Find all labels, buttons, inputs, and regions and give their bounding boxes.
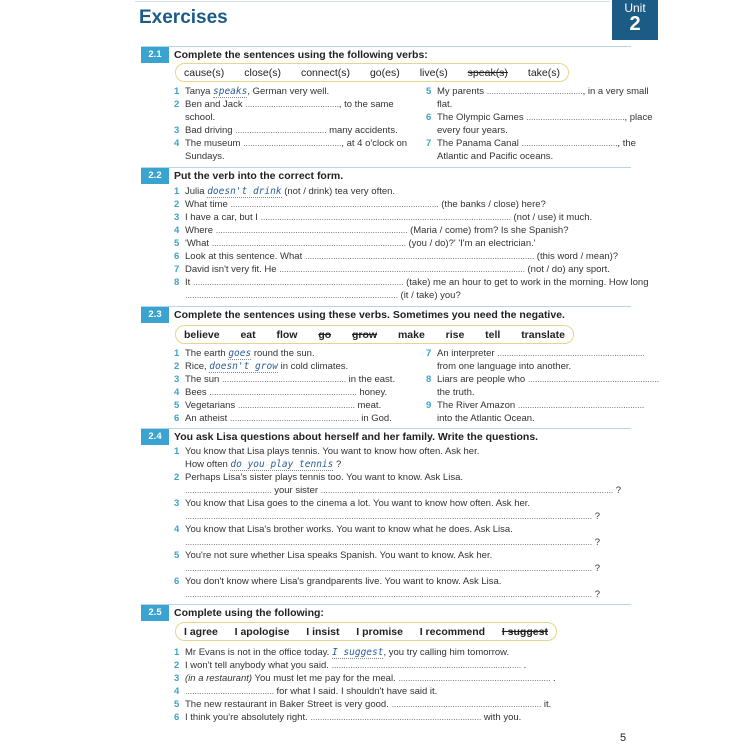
verb-option: eat (240, 328, 256, 341)
verb-option: translate (521, 328, 565, 341)
sentence-line: 1 You know that Lisa plays tennis. You want to know how often. Ask her. (174, 446, 480, 457)
exercise-number: 2.4 (141, 429, 169, 445)
unit-label: Unit (624, 1, 646, 15)
exercise-instruction: You ask Lisa questions about herself and her family. Write the questions. (174, 431, 539, 443)
sentence-line: 8 It .......................................................................................... (take) me an hour to get to work in the morning. How long (174, 277, 649, 288)
phrase-option-used: I suggest (501, 625, 548, 638)
phrase-option: I promise (356, 625, 403, 638)
exercise-header-2-1 (141, 47, 428, 63)
exercise-number: 2.3 (141, 307, 169, 323)
sentence-line: 7 An interpreter ............................................................... (426, 348, 645, 359)
top-rule (135, 1, 610, 2)
sentence-line: 5 'What ................................................................................... (you / do)?' 'I'm an electrician.' (174, 238, 536, 249)
sentence-line: 5 The new restaurant in Baker Street is very good. ................................................................ it. (174, 699, 552, 710)
sentence-line: 2 Ben and Jack ........................................, to the same (174, 99, 394, 110)
sentence-line: 3 Bad driving ....................................... many accidents. (174, 125, 398, 136)
exercise-instruction: Complete using the following: (174, 607, 324, 619)
exercise-header-2-5 (141, 605, 324, 621)
verb-option: believe (184, 328, 220, 341)
phrase-option: I agree (184, 625, 218, 638)
sentence-line: .............................................................................................................................................................................. ? (185, 563, 600, 574)
sentence-line: 6 An atheist ....................................................... in God. (174, 413, 392, 424)
exercise-instruction: Complete the sentences using the following verbs: (174, 49, 428, 61)
sentence-line: 1 Mr Evans is not in the office today. I suggest, you try calling him tomorrow. (174, 647, 510, 658)
sentence-line: 1 Julia doesn't drink (not / drink) tea very often. (174, 186, 396, 197)
sentence-line: 8 Liars are people who ........................................................ (426, 374, 659, 385)
verb-option: flow (276, 328, 298, 341)
sentence-line: 2 What time ......................................................................................... (the banks / close) here? (174, 199, 546, 210)
sentence-line: ........................................................................................... (it / take) you? (185, 290, 461, 301)
verb-box (175, 325, 574, 344)
sentence-line: 1 Tanya speaks, German very well. (174, 86, 330, 97)
sentence-line: 4 Bees ............................................................... honey. (174, 387, 388, 398)
sentence-line: 6 Look at this sentence. What .................................................................................................. (this word / mean)? (174, 251, 619, 262)
sentence-line: flat. (437, 99, 453, 110)
sentence-line: 3 The sun ..................................................... in the east. (174, 374, 396, 385)
verb-option: tell (485, 328, 501, 341)
sentence-line: 5 My parents ........................................., in a very small (426, 86, 649, 97)
page-title: Exercises (139, 7, 228, 28)
verb-option: make (397, 328, 425, 341)
verb-option: connect(s) (300, 66, 350, 79)
sentence-line: 2 Perhaps Lisa's sister plays tennis too. You want to know. Ask Lisa. (174, 472, 464, 483)
phrase-option: I apologise (234, 625, 290, 638)
sentence-line: into the Atlantic Ocean. (437, 413, 535, 424)
exercise-header-2-3 (141, 307, 565, 323)
verb-option: take(s) (527, 66, 560, 79)
sentence-line: 1 The earth goes round the sun. (174, 348, 315, 359)
sentence-line: every four years. (437, 125, 508, 136)
verb-option: go(es) (369, 66, 400, 79)
exercise-instruction: Put the verb into the correct form. (174, 170, 344, 182)
sentence-line: 4 Where .................................................................................. (Maria / come) from? Is she Spanish? (174, 225, 569, 236)
verb-option-used: speak(s) (467, 66, 508, 79)
sentence-line: .............................................................................................................................................................................. ? (185, 537, 600, 548)
sentence-line: 3 You know that Lisa goes to the cinema a lot. You want to know how often. Ask her. (174, 498, 531, 509)
sentence-line: 4 ...................................... for what I said. I shouldn't have said it. (174, 686, 438, 697)
verb-option: cause(s) (184, 66, 225, 79)
unit-number: 2 (629, 13, 641, 35)
sentence-line: 7 The Panama Canal ........................................., the (426, 138, 636, 149)
sentence-line: .............................................................................................................................................................................. ? (185, 511, 600, 522)
verb-option: rise (445, 328, 465, 341)
sentence-line: 5 Vegetarians .................................................. meat. (174, 400, 382, 411)
sentence-line: 4 You know that Lisa's brother works. You want to know what he does. Ask Lisa. (174, 524, 513, 535)
exercise-header-2-2 (141, 168, 343, 184)
sentence-line: Sundays. (185, 151, 225, 162)
exercise-instruction: Complete the sentences using these verbs. Sometimes you need the negative. (174, 309, 565, 321)
exercise-number: 2.2 (141, 168, 169, 184)
sentence-line: 7 David isn't very fit. He ......................................................................................................... (not / do) any sport. (174, 264, 610, 275)
verb-option-used: grow (352, 328, 378, 341)
sentence-line: Atlantic and Pacific oceans. (437, 151, 554, 162)
sentence-line: 3 (in a restaurant) You must let me pay for the meal. ................................................................. . (174, 673, 556, 684)
sentence-line: 6 You don't know where Lisa's grandparents live. You want to know. Ask Lisa. (174, 576, 502, 587)
exercise-number: 2.1 (141, 47, 169, 63)
phrase-option: I insist (306, 625, 340, 638)
sentence-line: 6 I think you're absolutely right. ......................................................................... with you. (174, 712, 522, 723)
sentence-line: ..................................... your sister ............................................................................................................................. ? (185, 485, 622, 496)
verb-option: live(s) (419, 66, 448, 79)
verb-option-used: go (318, 328, 332, 341)
sentence-line: 2 I won't tell anybody what you said. ................................................................................. . (174, 660, 527, 671)
exercise-number: 2.5 (141, 605, 169, 621)
sentence-line: 5 You're not sure whether Lisa speaks Spanish. You want to know. Ask her. (174, 550, 493, 561)
verb-box (175, 63, 569, 82)
exercise-header-2-4 (141, 429, 538, 445)
verb-option: close(s) (244, 66, 281, 79)
unit-badge (612, 0, 658, 40)
phrase-option: I recommend (419, 625, 486, 638)
sentence-line: .............................................................................................................................................................................. ? (185, 589, 600, 600)
page-number: 5 (620, 732, 627, 744)
sentence-line: 4 The museum .........................................., at 4 o'clock on (174, 138, 408, 149)
sentence-line: 3 I have a car, but I ........................................................................................................... (not / use) it much. (174, 212, 593, 223)
sentence-line: school. (185, 112, 216, 123)
sentence-line: the truth. (437, 387, 475, 398)
sentence-line: 6 The Olympic Games .........................................., place (426, 112, 653, 123)
sentence-line: from one language into another. (437, 361, 572, 372)
sentence-line: 9 The River Amazon ...................................................... (426, 400, 645, 411)
phrase-box (175, 622, 557, 641)
sentence-line: How often do you play tennis ? (185, 459, 342, 470)
sentence-line: 2 Rice, doesn't grow in cold climates. (174, 361, 349, 372)
